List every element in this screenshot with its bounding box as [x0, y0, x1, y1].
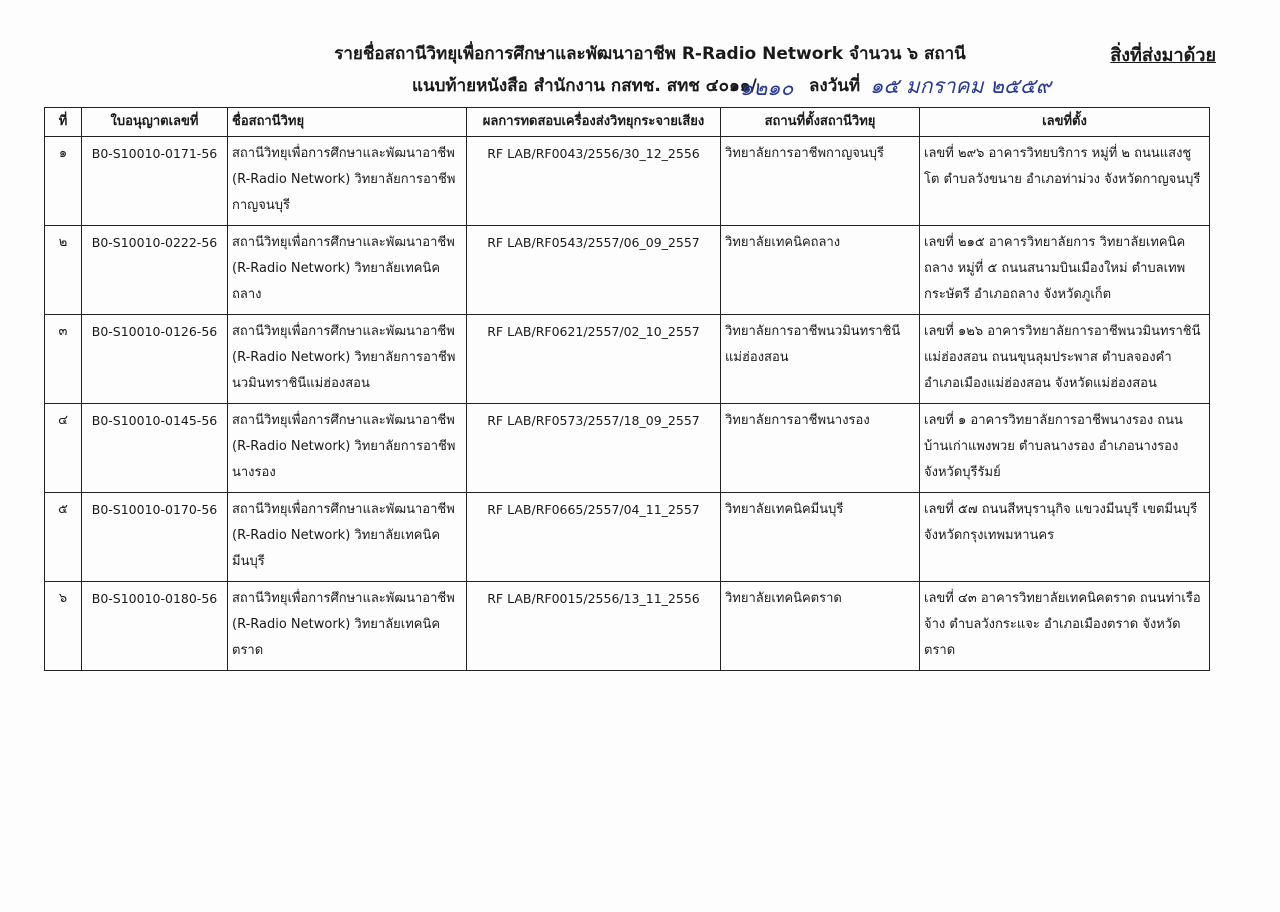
table-row [45, 404, 1210, 493]
header-no: ที่ [45, 108, 82, 137]
station-name-text: สถานีวิทยุเพื่อการศึกษาและพัฒนาอาชีพ (R-Radio Network) วิทยาลัยเทคนิคมีนบุรี [232, 502, 455, 569]
header-station-name: ชื่อสถานีวิทยุ [228, 108, 467, 137]
cell-address [920, 404, 1210, 493]
enclosure-label: สิ่งที่ส่งมาด้วย [1110, 45, 1216, 66]
cell-address [920, 493, 1210, 582]
cell-no: ๓ [45, 315, 82, 404]
station-table [44, 107, 1210, 671]
handwritten-date: ๑๕ มกราคม ๒๕๕๙ [870, 74, 1052, 98]
address-text: เลขที่ ๒๙๖ อาคารวิทยบริการ หมู่ที่ ๒ ถนนแสงชูโต ตำบลวังขนาย อำเภอท่าม่วง จังหวัดกาญจนบุรี [924, 146, 1201, 187]
table-header-row [45, 108, 1210, 137]
address-text: เลขที่ ๑ อาคารวิทยาลัยการอาชีพนางรอง ถนนบ้านเก่าแพงพวย ตำบลนางรอง อำเภอนางรอง จังหวัดบุรีรัมย์ [924, 413, 1183, 480]
station-name-text: สถานีวิทยุเพื่อการศึกษาและพัฒนาอาชีพ (R-Radio Network) วิทยาลัยการอาชีพกาญจนบุรี [232, 146, 456, 213]
cell-location: วิทยาลัยการอาชีพนวมินทราชินีแม่ฮ่องสอน [721, 315, 920, 404]
cell-location: วิทยาลัยการอาชีพนางรอง [721, 404, 920, 493]
cell-address [920, 137, 1210, 226]
cell-license: B0-S10010-0145-56 [82, 404, 228, 493]
cell-station-name [228, 226, 467, 315]
cell-no: ๒ [45, 226, 82, 315]
cell-station-name [228, 315, 467, 404]
document-title: รายชื่อสถานีวิทยุเพื่อการศึกษาและพัฒนาอาชีพ R-Radio Network จำนวน ๖ สถานี [334, 44, 966, 64]
handwritten-reference-number: ๑๒๑๐ [740, 76, 794, 100]
cell-location: วิทยาลัยเทคนิคมีนบุรี [721, 493, 920, 582]
cell-no: ๑ [45, 137, 82, 226]
cell-station-name [228, 137, 467, 226]
address-text: เลขที่ ๔๓ อาคารวิทยาลัยเทคนิคตราด ถนนท่าเรือจ้าง ตำบลวังกระแจะ อำเภอเมืองตราด จังหวัดตราด [924, 591, 1201, 658]
station-name-text: สถานีวิทยุเพื่อการศึกษาและพัฒนาอาชีพ (R-Radio Network) วิทยาลัยเทคนิคถลาง [232, 235, 455, 302]
cell-location: วิทยาลัยการอาชีพกาญจนบุรี [721, 137, 920, 226]
reference-text: แนบท้ายหนังสือ สำนักงาน กสทช. สทช ๔๐๑๑/ [412, 76, 757, 96]
address-text: เลขที่ ๑๒๖ อาคารวิทยาลัยการอาชีพนวมินทราชินีแม่ฮ่องสอน ถนนขุนลุมประพาส ตำบลจองคำ อำเภอเมืองแม่ฮ่องสอน จังหวัดแม่ฮ่องสอน [924, 324, 1201, 391]
table-row [45, 582, 1210, 671]
cell-location: วิทยาลัยเทคนิคถลาง [721, 226, 920, 315]
table-row [45, 315, 1210, 404]
cell-test-result: RF LAB/RF0043/2556/30_12_2556 [467, 137, 721, 226]
address-text: เลขที่ ๒๑๕ อาคารวิทยาลัยการ วิทยาลัยเทคนิคถลาง หมู่ที่ ๕ ถนนสนามบินเมืองใหม่ ตำบลเทพกระษัตรี อำเภอถลาง จังหวัดภูเก็ต [924, 235, 1186, 302]
cell-address [920, 582, 1210, 671]
cell-no: ๖ [45, 582, 82, 671]
cell-test-result: RF LAB/RF0621/2557/02_10_2557 [467, 315, 721, 404]
cell-license: B0-S10010-0180-56 [82, 582, 228, 671]
document-subtitle [412, 72, 757, 99]
cell-test-result: RF LAB/RF0015/2556/13_11_2556 [467, 582, 721, 671]
cell-no: ๔ [45, 404, 82, 493]
cell-license: B0-S10010-0171-56 [82, 137, 228, 226]
cell-station-name [228, 404, 467, 493]
table-row [45, 493, 1210, 582]
station-name-text: สถานีวิทยุเพื่อการศึกษาและพัฒนาอาชีพ (R-Radio Network) วิทยาลัยเทคนิคตราด [232, 591, 455, 658]
header-test-result: ผลการทดสอบเครื่องส่งวิทยุกระจายเสียง [467, 108, 721, 137]
date-label: ลงวันที่ [809, 76, 861, 96]
header-address: เลขที่ตั้ง [920, 108, 1210, 137]
cell-license: B0-S10010-0170-56 [82, 493, 228, 582]
cell-station-name [228, 493, 467, 582]
header-location: สถานที่ตั้งสถานีวิทยุ [721, 108, 920, 137]
cell-address [920, 315, 1210, 404]
header-license: ใบอนุญาตเลขที่ [82, 108, 228, 137]
station-name-text: สถานีวิทยุเพื่อการศึกษาและพัฒนาอาชีพ (R-Radio Network) วิทยาลัยการอาชีพนางรอง [232, 413, 456, 480]
cell-license: B0-S10010-0126-56 [82, 315, 228, 404]
cell-address [920, 226, 1210, 315]
cell-test-result: RF LAB/RF0543/2557/06_09_2557 [467, 226, 721, 315]
table-row [45, 137, 1210, 226]
cell-no: ๕ [45, 493, 82, 582]
address-text: เลขที่ ๕๗ ถนนสีหบุรานุกิจ แขวงมีนบุรี เขตมีนบุรี จังหวัดกรุงเทพมหานคร [924, 502, 1198, 543]
station-name-text: สถานีวิทยุเพื่อการศึกษาและพัฒนาอาชีพ (R-Radio Network) วิทยาลัยการอาชีพนวมินทราชินีแม่ฮ่องสอน [232, 324, 456, 391]
table-row [45, 226, 1210, 315]
cell-license: B0-S10010-0222-56 [82, 226, 228, 315]
cell-location: วิทยาลัยเทคนิคตราด [721, 582, 920, 671]
cell-test-result: RF LAB/RF0573/2557/18_09_2557 [467, 404, 721, 493]
cell-test-result: RF LAB/RF0665/2557/04_11_2557 [467, 493, 721, 582]
cell-station-name [228, 582, 467, 671]
